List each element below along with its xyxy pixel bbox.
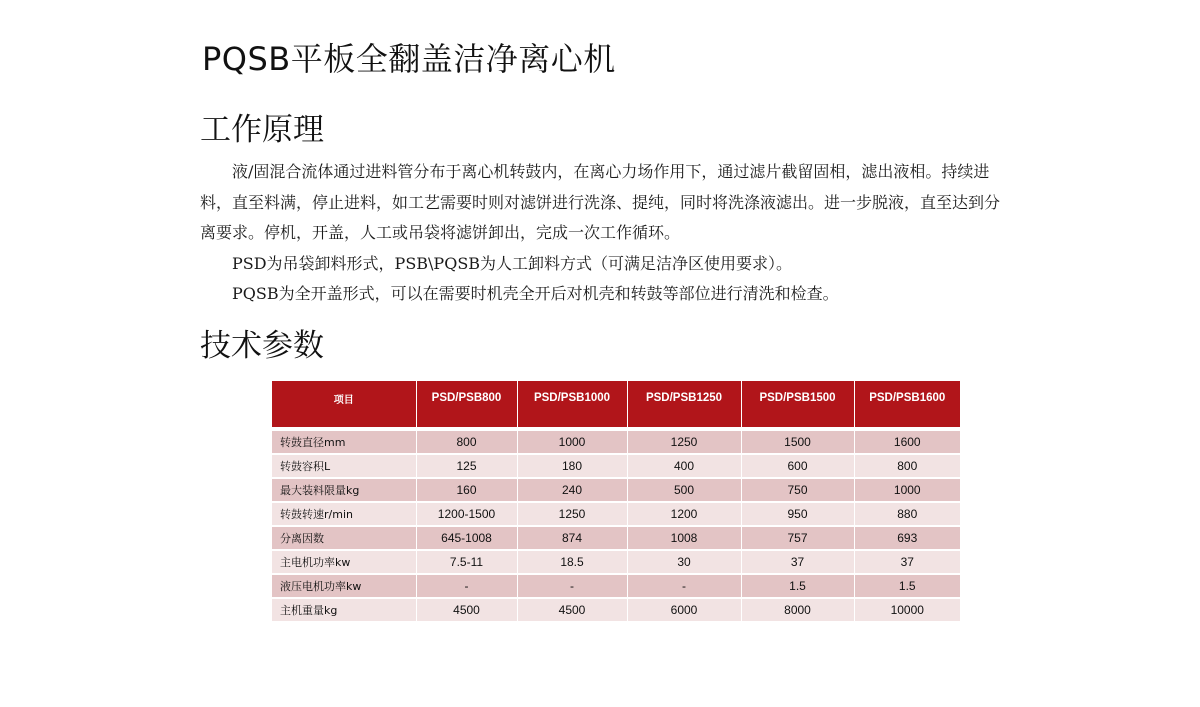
table-cell: 1008 bbox=[627, 526, 741, 550]
table-cell: 500 bbox=[627, 478, 741, 502]
row-label: 转鼓直径mm bbox=[272, 431, 416, 454]
table-cell: 874 bbox=[517, 526, 627, 550]
table-cell: 18.5 bbox=[517, 550, 627, 574]
table-cell: 4500 bbox=[517, 598, 627, 622]
technical-parameters-table bbox=[272, 381, 960, 623]
row-label: 转鼓容积L bbox=[272, 454, 416, 478]
section-heading-working-principle: 工作原理 bbox=[200, 112, 324, 148]
paragraph-discharge-types: PSD为吊袋卸料形式，PSB\PQSB为人工卸料方式（可满足洁净区使用要求）。 bbox=[232, 253, 793, 273]
table-row bbox=[272, 431, 960, 454]
table-cell: 37 bbox=[854, 550, 960, 574]
table-row bbox=[272, 502, 960, 526]
table-cell: 950 bbox=[741, 502, 854, 526]
row-label: 主机重量kg bbox=[272, 598, 416, 622]
table-cell: - bbox=[517, 574, 627, 598]
table-cell: 1200-1500 bbox=[416, 502, 517, 526]
table-cell: - bbox=[416, 574, 517, 598]
page-title: PQSB平板全翻盖洁净离心机 bbox=[202, 40, 616, 78]
table-row bbox=[272, 454, 960, 478]
section-heading-technical-parameters: 技术参数 bbox=[200, 328, 324, 364]
table-cell: 6000 bbox=[627, 598, 741, 622]
table-cell: 800 bbox=[416, 431, 517, 454]
table-cell: 645-1008 bbox=[416, 526, 517, 550]
row-label: 分离因数 bbox=[272, 526, 416, 550]
table-cell: 125 bbox=[416, 454, 517, 478]
table-cell: 180 bbox=[517, 454, 627, 478]
table-cell: 1.5 bbox=[741, 574, 854, 598]
row-label: 最大装料限量kg bbox=[272, 478, 416, 502]
table-cell: 400 bbox=[627, 454, 741, 478]
row-label: 转鼓转速r/min bbox=[272, 502, 416, 526]
table-cell: 1250 bbox=[627, 431, 741, 454]
paragraph-process: 液/固混合流体通过进料管分布于离心机转鼓内，在离心力场作用下，通过滤片截留固相，滤出液相。持续进料，直至料满，停止进料，如工艺需要时则对滤饼进行洗涤、提纯，同时将洗涤液滤出。进一步脱液，直至达到分离要求。停机，开盖，人工或吊袋将滤饼卸出，完成一次工作循环。 bbox=[200, 162, 1001, 242]
table-cell: 1500 bbox=[741, 431, 854, 454]
table-row bbox=[272, 478, 960, 502]
column-header-item: 项目 bbox=[272, 381, 416, 427]
table-cell: 1250 bbox=[517, 502, 627, 526]
table-cell: 880 bbox=[854, 502, 960, 526]
table-row bbox=[272, 574, 960, 598]
column-header-model: PSD/PSB1500 bbox=[741, 381, 854, 427]
table-cell: 240 bbox=[517, 478, 627, 502]
table-cell: 7.5-11 bbox=[416, 550, 517, 574]
table-cell: 30 bbox=[627, 550, 741, 574]
table-header-row bbox=[272, 381, 960, 427]
table-cell: 1000 bbox=[517, 431, 627, 454]
row-label: 主电机功率kw bbox=[272, 550, 416, 574]
working-principle-text bbox=[200, 157, 1010, 310]
table-cell: 1200 bbox=[627, 502, 741, 526]
table-row bbox=[272, 598, 960, 622]
table-cell: 1600 bbox=[854, 431, 960, 454]
table-cell: 800 bbox=[854, 454, 960, 478]
column-header-model: PSD/PSB1600 bbox=[854, 381, 960, 427]
table-cell: 600 bbox=[741, 454, 854, 478]
table-cell: 1000 bbox=[854, 478, 960, 502]
table-cell: 750 bbox=[741, 478, 854, 502]
table-row bbox=[272, 550, 960, 574]
table-cell: 160 bbox=[416, 478, 517, 502]
table-cell: 37 bbox=[741, 550, 854, 574]
table-cell: - bbox=[627, 574, 741, 598]
table-cell: 4500 bbox=[416, 598, 517, 622]
table-cell: 8000 bbox=[741, 598, 854, 622]
table-cell: 1.5 bbox=[854, 574, 960, 598]
table-cell: 10000 bbox=[854, 598, 960, 622]
table-row bbox=[272, 526, 960, 550]
paragraph-full-open-cover: PQSB为全开盖形式，可以在需要时机壳全开后对机壳和转鼓等部位进行清洗和检查。 bbox=[232, 284, 839, 303]
table-cell: 693 bbox=[854, 526, 960, 550]
row-label: 液压电机功率kw bbox=[272, 574, 416, 598]
column-header-model: PSD/PSB800 bbox=[416, 381, 517, 427]
column-header-model: PSD/PSB1250 bbox=[627, 381, 741, 427]
table-cell: 757 bbox=[741, 526, 854, 550]
column-header-model: PSD/PSB1000 bbox=[517, 381, 627, 427]
